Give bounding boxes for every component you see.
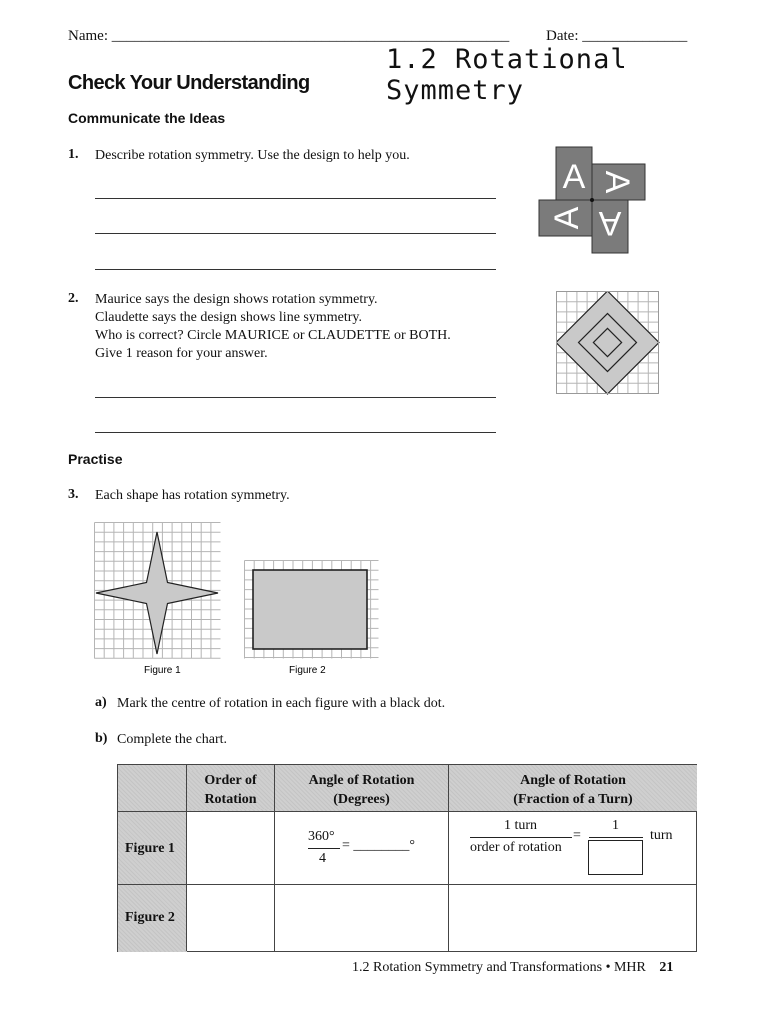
figure2-rectangle	[253, 570, 367, 649]
q2-line-2: Claudette says the design shows line symmetry.	[95, 310, 362, 325]
fraction-unit: turn	[650, 828, 673, 843]
page-number: 21	[659, 960, 674, 975]
chart-row-figure2: Figure 2	[125, 910, 175, 925]
figure2-label: Figure 2	[289, 665, 326, 676]
footer-publisher: MHR	[613, 960, 646, 975]
q2-line-3: Who is correct? Circle MAURICE or CLAUDETTE or BOTH.	[95, 328, 451, 343]
q3b-text: Complete the chart.	[117, 732, 228, 747]
fraction-numerator: 1 turn	[504, 818, 538, 833]
communicate-heading: Communicate the Ideas	[68, 110, 226, 126]
q3-text: Each shape has rotation symmetry.	[95, 488, 290, 503]
q2-line-1: Maurice says the design shows rotation symmetry.	[95, 292, 378, 307]
figure1-label: Figure 1	[144, 665, 181, 676]
q3a-label: a)	[95, 695, 107, 710]
figure2-order-cell[interactable]	[187, 885, 274, 952]
q1-answer-line-3[interactable]	[95, 269, 496, 270]
degrees-answer-blank[interactable]: = ________°	[342, 838, 415, 853]
fraction-denominator: order of rotation	[470, 840, 562, 855]
practise-heading: Practise	[68, 451, 123, 467]
figure1-order-cell[interactable]	[187, 812, 274, 884]
svg-text:A: A	[562, 158, 586, 196]
page-footer	[352, 960, 673, 976]
q2-number: 2.	[68, 291, 79, 306]
design-tile-bottom	[592, 200, 628, 253]
date-field[interactable]: Date: ______________	[546, 28, 688, 44]
q2-diamond-design	[556, 291, 660, 395]
q2-answer-line-2[interactable]	[95, 432, 496, 433]
check-understanding-heading: Check Your Understanding	[68, 72, 310, 94]
fraction-answer-box[interactable]	[588, 840, 643, 875]
figure2-fraction-cell[interactable]	[449, 885, 697, 952]
svg-text:A: A	[548, 206, 586, 230]
fraction-equals: =	[573, 828, 581, 843]
chart-row-figure1: Figure 1	[125, 841, 175, 856]
q1-text: Describe rotation symmetry. Use the design to help you.	[95, 148, 410, 163]
q1-rotation-design	[538, 146, 646, 254]
design-tile-right	[592, 164, 645, 200]
q3b-label: b)	[95, 731, 108, 746]
q2-answer-line-1[interactable]	[95, 397, 496, 398]
fraction-result-numerator: 1	[612, 818, 619, 833]
degrees-numerator: 360°	[308, 829, 335, 844]
q2-text	[95, 291, 451, 363]
fraction-result-bar	[589, 837, 643, 838]
q1-number: 1.	[68, 147, 79, 162]
chart-col-angle-degrees: Angle of Rotation (Degrees)	[308, 773, 415, 807]
fraction-bar	[470, 837, 572, 838]
q1-answer-line-2[interactable]	[95, 233, 496, 234]
rotation-chart	[117, 764, 697, 952]
figure2-degrees-cell[interactable]	[275, 885, 448, 952]
degrees-fraction-bar	[308, 848, 340, 849]
degrees-denominator: 4	[319, 851, 326, 866]
chart-row-label-column	[118, 811, 187, 952]
footer-text: 1.2 Rotation Symmetry and Transformations	[352, 960, 603, 975]
design-tile-top	[556, 147, 592, 200]
design-centre-dot	[590, 198, 594, 202]
q3a-text: Mark the centre of rotation in each figure with a black dot.	[117, 696, 446, 711]
chart-col-order: Order of Rotation	[187, 771, 274, 809]
q1-answer-line-1[interactable]	[95, 198, 496, 199]
q2-line-4: Give 1 reason for your answer.	[95, 346, 268, 361]
svg-text:A: A	[598, 204, 622, 242]
q3-number: 3.	[68, 487, 79, 502]
page-title: 1.2 Rotational Symmetry	[386, 44, 628, 106]
q3-figures	[94, 522, 384, 682]
footer-bullet: •	[605, 960, 611, 975]
name-field[interactable]: Name: _____________________________________________________	[68, 28, 510, 44]
chart-col-angle-fraction: Angle of Rotation (Fraction of a Turn)	[513, 773, 633, 807]
svg-text:A: A	[598, 170, 636, 194]
design-tile-left	[539, 200, 592, 236]
